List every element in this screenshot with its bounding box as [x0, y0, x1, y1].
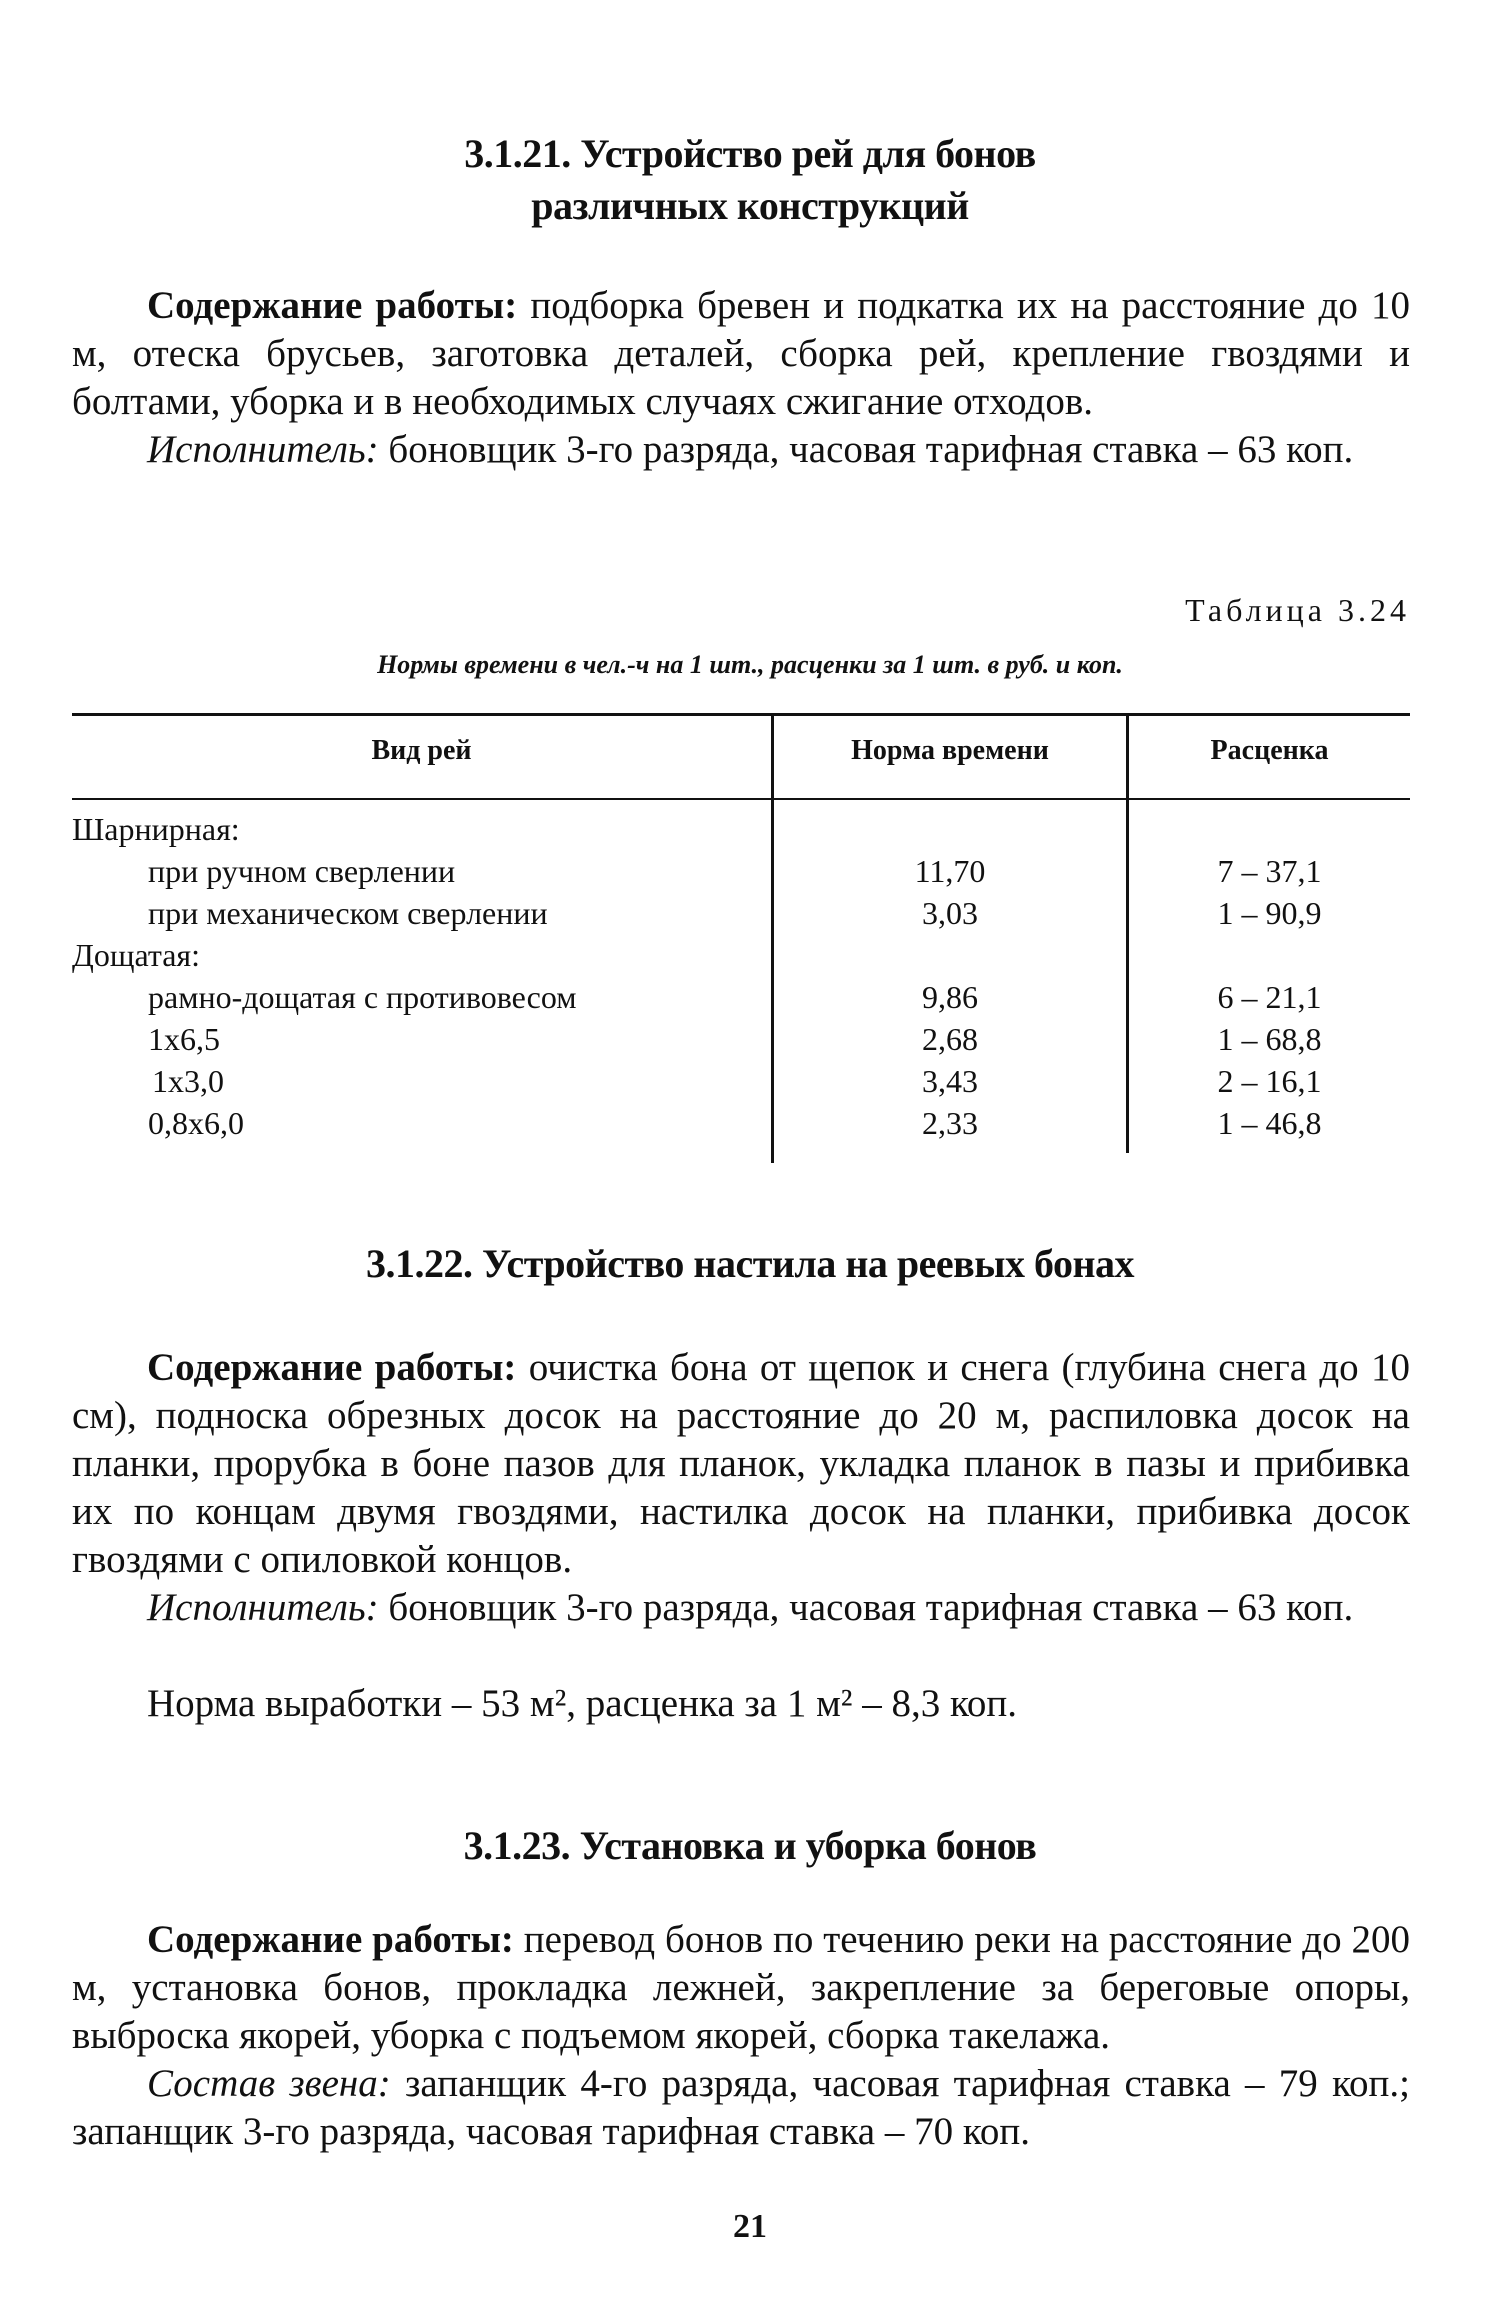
section-3-1-22-title: 3.1.22. Устройство настила на реевых бонах	[365, 1241, 1135, 1286]
table-header-price: Расценка	[1210, 735, 1329, 766]
content-text: перевод бонов по течению реки на расстояние до 200 м, установка бонов, прокладка лежней, закрепление за береговые опоры, выброска якорей, уборка с подъемом якорей, сборка такелажа.	[72, 1918, 1411, 2057]
table-label: Таблица 3.24	[1185, 592, 1410, 628]
table-row-price: 7 – 37,1	[1217, 853, 1322, 889]
section-3-1-23-crew	[72, 2060, 1410, 2156]
table-row-price: 1 – 46,8	[1217, 1105, 1322, 1141]
table-row-price: 1 – 68,8	[1217, 1021, 1322, 1057]
table-row-norm: 9,86	[922, 979, 978, 1015]
table-row-norm: 2,33	[922, 1105, 978, 1141]
title-line-1: 3.1.21. Устройство рей для бонов	[464, 131, 1036, 176]
table-header-type: Вид рей	[371, 735, 472, 766]
table-row-name: рамно-дощатая с противовесом	[148, 979, 577, 1015]
title-line-2: различных конструкций	[531, 183, 969, 228]
table-caption: Нормы времени в чел.-ч на 1 шт., расценки за 1 шт. в руб. и коп.	[377, 650, 1123, 679]
table-top-rule	[72, 713, 1410, 716]
executor-text: боновщик 3-го разряда, часовая тарифная ставка – 63 коп.	[378, 428, 1354, 471]
section-3-1-22-output-norm: Норма выработки – 53 м², расценка за 1 м² – 8,3 коп.	[147, 1682, 1018, 1725]
table-row-name: 1х3,0	[152, 1063, 224, 1099]
section-3-1-21-title	[0, 128, 1500, 232]
section-3-1-21-executor	[72, 426, 1410, 474]
table-row-name: 1х6,5	[148, 1021, 220, 1057]
table-row-name: при механическом сверлении	[148, 895, 548, 931]
crew-text: запанщик 4-го разряда, часовая тарифная ставка – 79 коп.; запанщик 3-го разряда, часовая тарифная ставка – 70 коп.	[72, 2062, 1411, 2153]
section-3-1-23-content	[72, 1916, 1410, 2060]
content-text: подборка бревен и подкатка их на расстояние до 10 м, отеска брусьев, заготовка деталей, сборка рей, крепление гвоздями и болтами, уборка и в необходимых случаях сжигание отходов.	[72, 284, 1410, 423]
executor-text: боновщик 3-го разряда, часовая тарифная ставка – 63 коп.	[378, 1586, 1354, 1629]
executor-label: Исполнитель:	[147, 428, 379, 471]
content-label: Содержание работы:	[147, 1918, 514, 1961]
table-row-norm: 3,03	[922, 895, 978, 931]
table-row-price: 6 – 21,1	[1217, 979, 1322, 1015]
table-header-rule	[72, 798, 1410, 800]
crew-label: Состав звена:	[147, 2062, 391, 2105]
table-row-price: 2 – 16,1	[1217, 1063, 1322, 1099]
section-3-1-21-content	[72, 282, 1410, 426]
section-3-1-22-executor	[72, 1584, 1410, 1632]
table-row-price: 1 – 90,9	[1217, 895, 1322, 931]
page-number: 21	[733, 2208, 767, 2245]
content-label: Содержание работы:	[147, 1346, 517, 1389]
table-header-norm: Норма времени	[851, 735, 1049, 766]
table-row-group-label: Дощатая:	[72, 937, 201, 973]
table-row-norm: 2,68	[922, 1021, 978, 1057]
executor-label: Исполнитель:	[147, 1586, 379, 1629]
table-row-group-label: Шарнирная:	[72, 811, 240, 847]
content-text: очистка бона от щепок и снега (глубина снега до 10 см), поднoска обрезных досок на расстояние до 20 м, распиловка досок на планки, прорубка в боне пазов для планок, укладка планок в пазы и прибивка их по концам двумя гвоздями, настилка досок на планки, прибивка досок гвоздями с опиловкой концов.	[72, 1346, 1410, 1581]
table-row-name: 0,8х6,0	[148, 1105, 244, 1141]
section-3-1-23-title: 3.1.23. Установка и уборка бонов	[463, 1823, 1037, 1868]
table-row-name: при ручном сверлении	[148, 853, 456, 889]
section-3-1-22-content	[72, 1344, 1410, 1584]
table-row-norm: 11,70	[914, 853, 986, 889]
content-label: Содержание работы:	[147, 284, 518, 327]
table-row-norm: 3,43	[922, 1063, 978, 1099]
